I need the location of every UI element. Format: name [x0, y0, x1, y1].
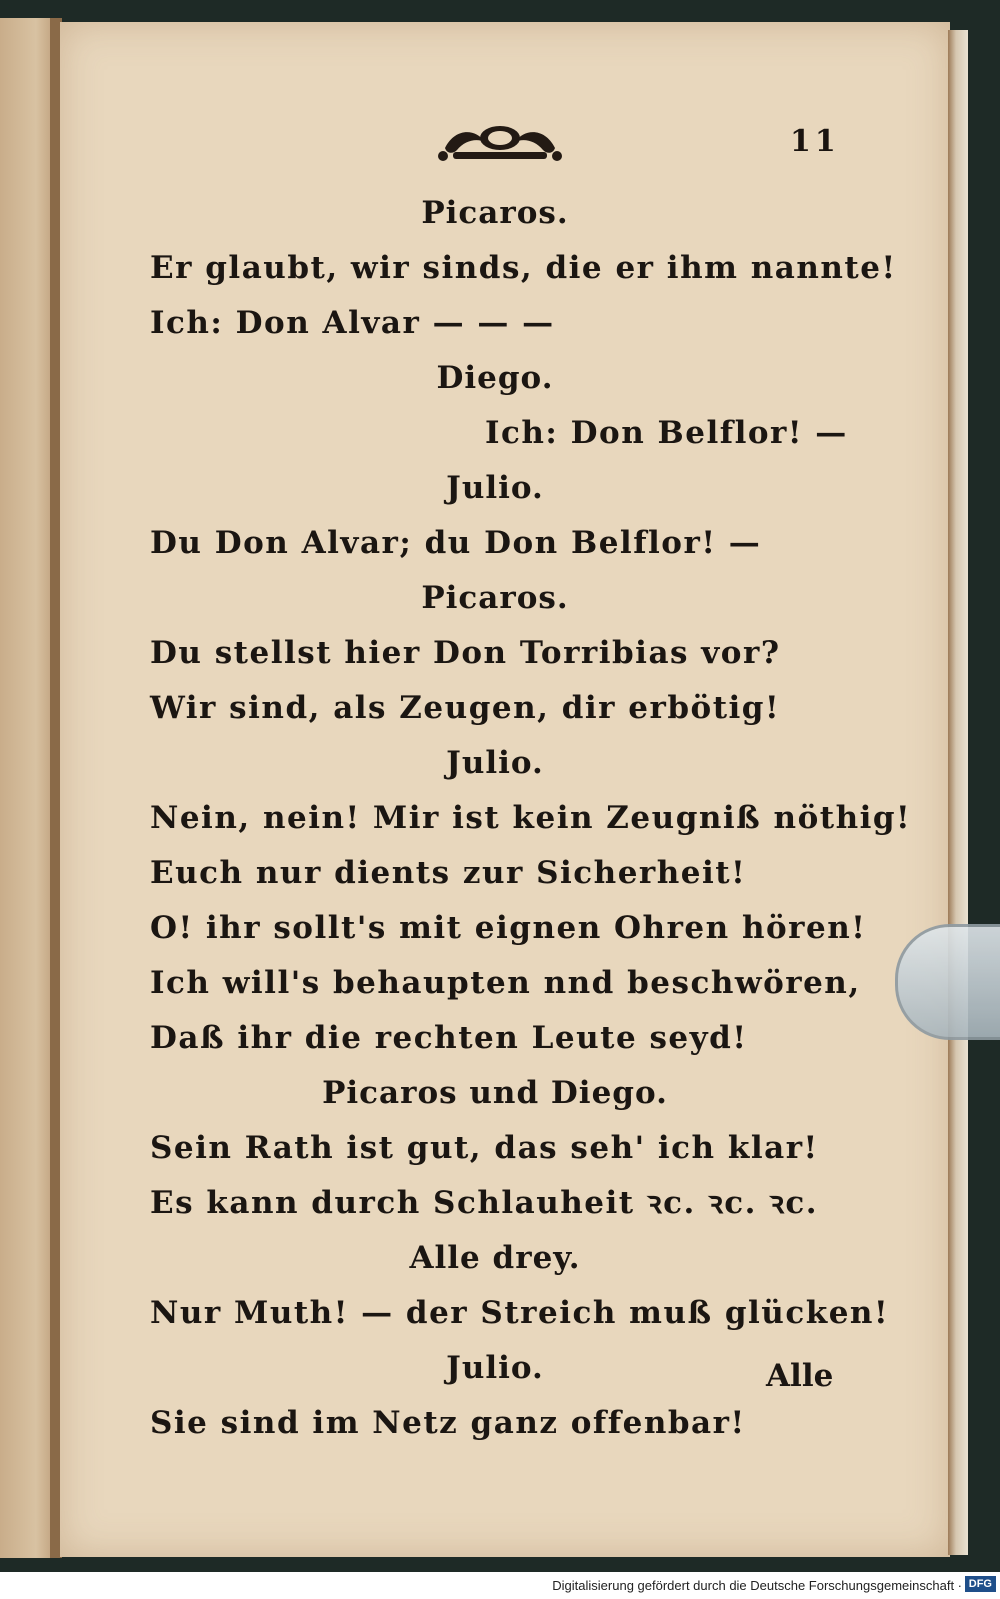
speaker-name: Julio.: [446, 470, 544, 506]
speaker-name: Diego.: [436, 360, 554, 396]
verse-line: Ich will's behaupten nnd beschwören,: [150, 965, 861, 1001]
dfg-logo: DFG: [965, 1576, 996, 1592]
verse-line: Du Don Alvar; du Don Belflor! —: [150, 525, 762, 561]
verse-line: Ich: Don Alvar — — —: [150, 305, 555, 341]
page-number: 11: [790, 124, 840, 159]
verse-line: Wir sind, als Zeugen, dir erbötig!: [150, 690, 781, 726]
verse-line: O! ihr sollt's mit eignen Ohren hören!: [150, 910, 867, 946]
floral-vignette-icon: [435, 118, 565, 166]
play-text: [150, 186, 912, 1451]
verse-line: Nur Muth! — der Streich muß glücken!: [150, 1295, 890, 1331]
speaker-name: Picaros.: [421, 195, 569, 231]
catchword: Alle: [766, 1358, 834, 1394]
verse-line: Ich: Don Belflor! —: [485, 415, 848, 451]
paper-clip-icon: [895, 924, 1000, 1040]
verse-line: Sie sind im Netz ganz offenbar!: [150, 1405, 746, 1441]
speaker-name: Julio.: [446, 745, 544, 781]
verse-line: Er glaubt, wir sinds, die er ihm nannte!: [150, 250, 897, 286]
speaker-name: Picaros und Diego.: [322, 1075, 668, 1111]
verse-line: Du stellst hier Don Torribias vor?: [150, 635, 781, 671]
verse-line: Daß ihr die rechten Leute seyd!: [150, 1020, 748, 1056]
speaker-name: Picaros.: [421, 580, 569, 616]
speaker-name: Alle drey.: [409, 1240, 581, 1276]
verse-line: Es kann durch Schlauheit ꝛc. ꝛc. ꝛc.: [150, 1185, 819, 1221]
funding-credit: Digitalisierung gefördert durch die Deutsche Forschungsgemeinschaft ·: [552, 1578, 962, 1593]
verse-line: Nein, nein! Mir ist kein Zeugniß nöthig!: [150, 800, 912, 836]
page-stack-edge: [948, 30, 968, 1555]
verse-line: Sein Rath ist gut, das seh' ich klar!: [150, 1130, 819, 1166]
footer-bar: [0, 1572, 1000, 1599]
verse-line: Euch nur dients zur Sicherheit!: [150, 855, 747, 891]
speaker-name: Julio.: [446, 1350, 544, 1386]
